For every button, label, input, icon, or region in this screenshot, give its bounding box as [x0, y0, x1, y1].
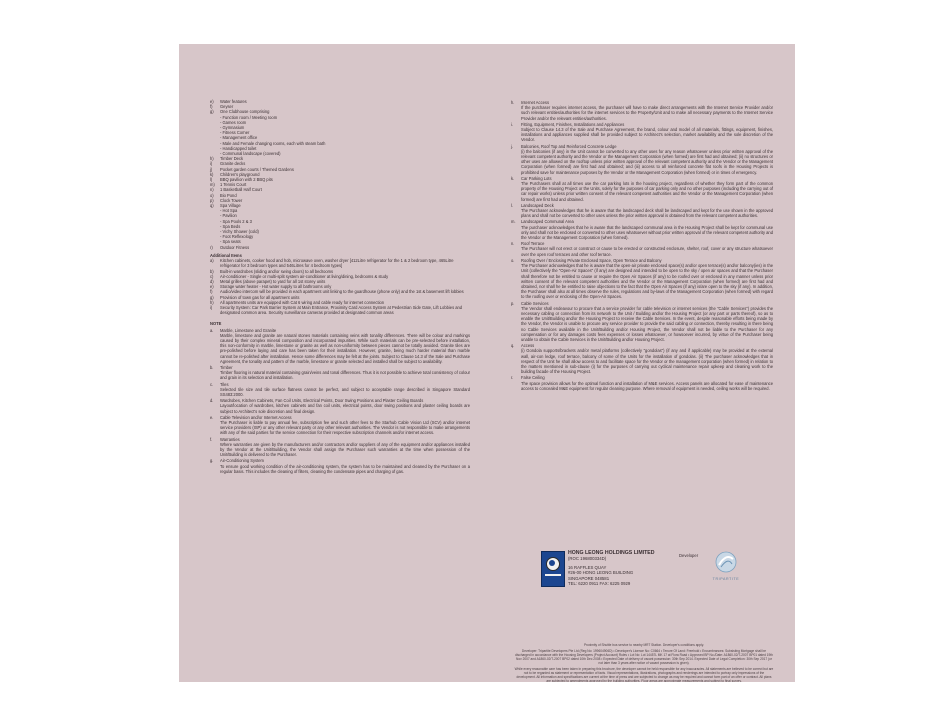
company-block [568, 551, 678, 586]
item-label: j) [210, 166, 213, 172]
item-title: Roofing Over / Enclosing Private Enclosed Space, Open Terrace and Balcony [521, 257, 662, 263]
item-text: Built-in wardrobes (sliding and/or swing doors) to all bedrooms [220, 268, 334, 274]
fine-print-line: While every reasonable care has been taken in preparing this brochure, the developer cannot be held responsible for any inaccuracies. All statements are believed to be correct but are not to be regarded as statement or representation of facts. Visual representations, illustrations, photographs and renderings are intended to portray only impressions of the development. All information and specifications are current at the time of press and are subjected to change as may be required and cannot form part of an offer or contract. All plans are subjected to amendments approved by the building authorities. Floor areas are approximate measurements and subject to final survey. [514, 667, 774, 682]
tripartite-logo-text: TRIPARTITE [712, 577, 740, 581]
item-label: g. [210, 458, 214, 464]
condition-title [511, 375, 773, 380]
additional-items-heading: Additional Items [210, 252, 242, 258]
item-label: k. [511, 175, 515, 181]
note-item-body: Timber flooring is natural material containing grain/veins and tonal differences. Thus it is not possible to achieve total consistency of colour and grain in its selection and installation. [220, 370, 471, 381]
item-title: Wardrobes, Kitchen Cabinets, Fan Coil Units, Electrical Points, Door Swing Positions and Plaster Ceiling Boards [220, 398, 424, 404]
item-text: Air-conditioner - Single or multi-split system air-conditioner at living/dining, bedrooms & study [220, 273, 389, 279]
condition-body: (i) the balconies (if any) in the Unit cannot be converted to any other uses for any reason whatsoever unless prior written approval of the relevant competent authority and the Vendor or the Management Corporation (when formed) are first had and obtained; (ii) no structures or other uses are allowed on the rooftop unless prior written approval of the relevant competent authority and the Vendor or the Management Corporation (when formed) are first had and obtained; and (iii) access to all reinforced concrete flat roofs in the Housing Projects is prohibited save for maintenance purposes by the Vendor or the Management Corporation (when formed) or in times of emergency. [521, 148, 773, 175]
item-text: Provision of town gas for all apartment units [220, 294, 300, 300]
note-heading: NOTE [210, 321, 222, 327]
item-title: Warranties [220, 436, 240, 442]
item-label: f) [210, 104, 213, 110]
tripartite-logo [701, 547, 751, 587]
item-label: f) [210, 289, 213, 295]
item-label: g) [210, 109, 214, 115]
condition-body: The Purchasers shall at all times use the car parking lots in the housing project, regardless of whether they form part of the common property of the Housing Project or the Units, solely for the purposes of car parking only and no other purposes (including the carrying out of car repair works) unless prior written consent of the relevant competent authorities and the Vendor or the Management Corporation (when formed) are first had and obtained. [521, 181, 773, 202]
item-title: One Clubhouse comprising [220, 109, 270, 115]
item-label: c. [210, 381, 214, 387]
fine-print [514, 643, 774, 682]
item-title: Bio Pond [220, 192, 237, 198]
additional-items-list [210, 258, 470, 315]
item-title: Access [521, 343, 535, 349]
item-text: Kitchen cabinets, cooker hood and hob, microwave oven, washer dryer [412Litre refrigerator for the 1 & 2 bedroom type, 465Litre refrigerator for 3 bedroom types and 546Litres for 4 bedroom types] [220, 258, 454, 269]
condition-title [511, 219, 773, 224]
item-title: Spa Village [220, 203, 241, 209]
item-label: k) [210, 171, 214, 177]
address-line: #26-00 HONG LEONG BUILDING [568, 570, 634, 576]
sub-item: - Communal landscape (covered) [220, 151, 281, 157]
item-title: False Ceiling [521, 375, 545, 381]
sub-item: - Games room [220, 119, 247, 125]
condition-body: The Purchaser acknowledges that he is aware that the open-air private enclosed space(s) and/or open terrace(s) and/or balcony(ies) in the Unit (collectively the "Open-Air Spaces" (if any) are designed and intended to be open to the sky / open air spaces and that the Purchaser shall therefore not be entitled to cause or require the Open Air Spaces (if any) to be roofed over or enclosed in any manner unless prior written consent of the relevant competent authorities and the Vendor or the Management Corporation (when formed) are first had and obtained, nor shall he be entitled to raise objections to the fact that the Open Air Spaces (if any) is/are open to the sky (if any). In addition, the Purchaser shall also at all times observe the rules, regulations and by-laws of the Management Corporation (when formed) with regard to the roofing over or enclosing of the Open-Air Spaces. [521, 263, 773, 300]
item-label: q) [210, 203, 214, 209]
item-title: Tiles [220, 381, 229, 387]
sub-item: - Spa Pools 2 & 3 [220, 218, 252, 224]
hong-leong-logo [541, 551, 565, 587]
address-line: SINGAPORE 048581 [568, 575, 610, 581]
note-item-body: Layout/location of wardrobes, kitchen cabinets and fan coil units, electrical points, door swing positions and plaster ceiling boards are subject to Architect's sole discretion and final design. [220, 403, 470, 414]
sub-item: - Spa seats [220, 239, 241, 245]
item-text: Storage water heater - Hot water supply to all bathrooms only [220, 284, 332, 290]
sub-item: - Fitness Corner [220, 130, 250, 136]
item-label: o) [210, 192, 214, 198]
item-label: m. [511, 219, 516, 225]
fine-print-line: Developer: Tripartite Developers Pte Ltd (Reg No: 199604906D) • Developer's Licence No: C0664 • Tenure Of Land: Freehold • Encumbrances: Subsisting Mortgage shall be discharged in accordance with the Housing Developers (Project Account) Rules • Lot No: Lot 14457L MK 17 at Flora Road • Approved BP No./Date: A1860-02/T-2007 BP01 dated 19th Nov 2007 and A1860-02/T-2007 BP02 dated 10th Dec 2008 • Expected Date of delivery of vacant possession: 30th Sep 2014. Expected Date of Legal Completion: 30th Sep 2017 (or not later than 3 years after notice of vacant possession is given). [515, 649, 773, 665]
item-title: Timber [220, 364, 233, 370]
condition-body: (i) Gondola supports/brackets and/or metal platforms (collectively "gondolas") (if any and if applicable) may be provided at the external wall, air-con ledge, roof terrace, balcony of some of the Units for the installation of gondolas. (ii) The purchaser acknowledges that in respect of the Unit he shall allow access to and facilitate space for the Vendor or the management corporation (when formed) in relation to the matters mentioned in sub-clause (i) for the purposes of carrying out cyclical maintenance repair upkeep and cleaning work to the building facade of the Housing Project. [521, 348, 773, 375]
item-label: d) [210, 278, 214, 284]
item-text [220, 203, 470, 245]
item-label: b. [210, 364, 214, 370]
additional-item [210, 305, 470, 315]
contact-line: TEL: 6220 0911 FAX: 6225 0929 [568, 581, 631, 587]
note-item-body: Where warranties are given by the manufacturers and/or contractors and/or suppliers of any of the equipment and/or appliances installed by the Vendor at the Unit/Building, the Vendor shall assign the Purchaser such warranties at the time when possession of the Unit/Building is delivered to the Purchaser. [220, 441, 470, 458]
item-text: Security System: Car Park Barrier System at Main Entrance, Proximity Card Access System at Pedestrian Side Gate, Lift Lobbies and designated common area. Security surveillance cameras provided at designated common areas [220, 304, 463, 316]
item-label: n. [511, 241, 515, 247]
item-title: 1 Tennis Court [220, 182, 247, 188]
sub-item: - Male and Female changing rooms, each with steam bath [220, 140, 326, 146]
item-title: Children's playground [220, 171, 260, 177]
fine-print-line: Proximity of Shuttle bus service to nearby MRT Station. Developer's conditions apply. [583, 643, 705, 647]
note-item-body: To ensure good working condition of the air-conditioning system, the system has to be maintained and cleaned by the Purchaser on a regular basis. This includes the cleaning of filters, cleaning the condensate pipes and charging of gas. [220, 463, 470, 474]
item-label: c) [210, 273, 214, 279]
address-line: 16 RAFFLES QUAY [568, 564, 607, 570]
condition-body: If the purchaser requires internet access, the purchaser will have to make direct arrangements with the Internet Service Provider and/or such relevant entities/authorities for the internet services to the Property/Unit and to make all necessary payments to the Internet Service Provider and/or the relevant entities/authorities. [521, 105, 773, 121]
item-title: Roof Terrace [521, 241, 545, 247]
item-label: b) [210, 268, 214, 274]
item-title: Fitting, Equipment, Finishes, Installations and Appliances [521, 121, 625, 127]
sub-item: - Gymnasium [220, 125, 245, 131]
brochure-page [179, 44, 795, 682]
note-item-body: Selected tile size and tile surface flatness cannot be perfect, and subject to acceptable range described in Singapore Standard SS483:2000. [220, 386, 470, 397]
item-text [220, 109, 470, 156]
item-label: l) [210, 177, 213, 183]
item-text [220, 245, 470, 250]
condition-body: The Purchaser acknowledges that he is aware that the landscaped deck shall be landscaped and kept for the use shown in the approved plans and shall not be converted to other uses unless the prior written approval is obtained from the relevant competent authorities. [521, 208, 773, 219]
item-label: i. [511, 121, 514, 127]
item-label: p. [511, 300, 515, 306]
item-text: All apartments units are equipped with Cat 6 wiring and cable ready for internet connection [220, 299, 385, 305]
sub-item: - Vichy Shower (cold) [220, 229, 259, 235]
item-title: 1 Basketball Half Court [220, 187, 262, 193]
item-label: i) [210, 161, 213, 167]
item-label: h) [210, 299, 214, 305]
conditions-list [511, 100, 773, 391]
note-item-title [210, 328, 470, 333]
facilities-list [210, 99, 470, 250]
item-title: Landscaped Deck [521, 202, 554, 208]
item-label: r) [210, 244, 213, 250]
item-title: Cable Television and/or Internet Access [220, 414, 292, 420]
item-title: Internet Access [521, 100, 549, 105]
item-title: Clock Tower [220, 197, 243, 203]
company-name: HONG LEONG HOLDINGS LIMITED [568, 550, 655, 556]
developer-label: Developer [679, 553, 699, 558]
facility-item [210, 109, 470, 156]
item-title: Balconies, Roof Top and Reinforced Concrete Ledge [521, 143, 617, 149]
item-title: Cable Services [521, 300, 549, 306]
item-label: o. [511, 257, 515, 263]
item-label: n) [210, 187, 214, 193]
sub-item: - Foot Reflexology [220, 234, 254, 240]
item-label: g) [210, 294, 214, 300]
note-item-title [210, 382, 470, 387]
item-label: j. [511, 143, 514, 149]
condition-body: The Purchaser will not erect or construct or cause to be erected or constructed enclosure, shelter, roof, cover or any structure whatsoever over the open roof terraces and other roof terrace. [521, 246, 773, 257]
item-title: Timber Deck [220, 156, 244, 162]
item-label: m) [210, 182, 215, 188]
note-list [210, 328, 470, 474]
item-label: a) [210, 258, 214, 264]
item-label: f. [210, 436, 213, 442]
item-label: h. [511, 100, 515, 105]
item-title: Granite decks [220, 161, 246, 167]
item-title: Air-Conditioning System [220, 458, 264, 464]
item-label: i) [210, 304, 213, 310]
facility-item [210, 245, 470, 250]
sub-item: - Spa Beds [220, 223, 241, 229]
item-label: e. [210, 414, 214, 420]
item-title: Pocket garden courts / Themed Gardens [220, 166, 294, 172]
item-label: l. [511, 202, 514, 208]
additional-item [210, 258, 470, 268]
sub-item: - Handicapped toilet [220, 145, 257, 151]
item-title: Marble, Limestone and Granite [220, 327, 277, 333]
item-label: a. [210, 327, 214, 333]
item-text: Audio/video intercom will be provided in each apartment unit linking to the guardhouse (phone only) and the 1st & basement lift lobbies [220, 289, 464, 295]
company-reg: (ROC 196800334D) [568, 556, 607, 562]
sub-item: - Hot Spa [220, 208, 238, 214]
item-title: Outdoor Fitness [220, 244, 250, 250]
left-column [210, 99, 470, 475]
condition-body: The Vendor shall endeavour to procure that a service provider for cable television or internet services (the "Cable Services") provides the necessary cabling or connection from its network to the Unit / Building and/or the Housing Project (or any part or parts thereof), so as to enable the Unit/Building and/or the Housing Project to receive the Cable Services. In the event, despite reasonable efforts being made by the Vendor, the Vendor is unable to procure any service provider to provide the said cabling or connection, thereby resulting in there being no Cable Services available in the Unit/Building and/or Housing Project, the Vendor shall not be liable to the Purchaser for any compensation or for any damages costs fees expenses or losses whatsoever, or howsoever incurred, by virtue of the Purchaser being unable to obtain the Cable Services in the Unit/Building and/or Housing Project. [521, 305, 773, 342]
item-title: Geyser [220, 104, 234, 110]
sub-item: - Pavilion [220, 213, 237, 219]
item-text: Metal grilles (above parapet) to yard for all 1st storey units [220, 278, 326, 284]
condition-title [511, 301, 773, 306]
item-label: h) [210, 156, 214, 162]
item-title: Water features [220, 99, 247, 104]
facility-item [210, 203, 470, 245]
note-item-title [210, 458, 470, 463]
item-title: Landscaped Communal Area [521, 219, 574, 225]
note-item-body: Marble, limestone and granite are natural stones materials containing veins with tonality differences. There will be colour and markings caused by their complex mineral composition and incorporated impurities. While such materials can be pre-selected before installation, this non-conformity in marble, limestone or granite as well as non-uniformity between pieces cannot be totally avoided. Granite tiles are pre-polished before laying and care has been taken for their installation. However, granite, being much harder material than marble cannot be re-polished after installation. Hence some differences may be felt at the joints. Subject to Clause 14.3 of the Sale and Purchase Agreement, the tonality and pattern of the marble, limestone or granite selected and installed shall be subject to availability. [220, 332, 470, 364]
note-item-body: The Purchaser is liable to pay annual fee, subscription fee and such other fees to the Starhub Cable Vision Ltd (SCV) and/or internet service providers (ISP) or any other relevant party or any other relevant authorities. The Vendor is not responsible to make arrangements with any of the said parties for the service connection for their respective subscription channels and/or internet access. [220, 419, 470, 436]
condition-body: Subject to Clause 14.3 of the Sale and Purchase Agreement, the brand, colour and model of all materials, fittings, equipment, finishes, installations and appliances supplied shall be provided subject to Architect's selection, market availability and the sole discretion of the Vendor. [521, 127, 773, 143]
item-title: BBQ pavilion with 2 BBQ pits [220, 177, 273, 183]
item-label: e) [210, 284, 214, 290]
sub-item: - Management office [220, 135, 258, 141]
condition-body: The space provision allows for the optimal function and installation of M&E services. Access panels are allocated for ease of maintenance access to concealed M&E equipment for regular cleaning purpose. Where removal of equipment is needed, ceiling works will be required. [521, 380, 773, 391]
right-column [511, 99, 773, 391]
item-title: Car Parking Lots [521, 175, 552, 181]
condition-body: The purchaser acknowledges that he is aware that the landscaped communal area in the Housing Project shall be kept for communal use only and shall not be enclosed or converted to other uses whatsoever without prior written approval of the relevant competent authority and the Vendor or the Management Corporation (when formed). [521, 224, 773, 241]
sub-item: - Function room / Meeting room [220, 114, 278, 120]
item-label: p) [210, 197, 214, 203]
item-label: r. [511, 375, 514, 381]
item-label: d. [210, 398, 214, 404]
item-label: e) [210, 99, 214, 104]
item-label: q. [511, 343, 515, 349]
